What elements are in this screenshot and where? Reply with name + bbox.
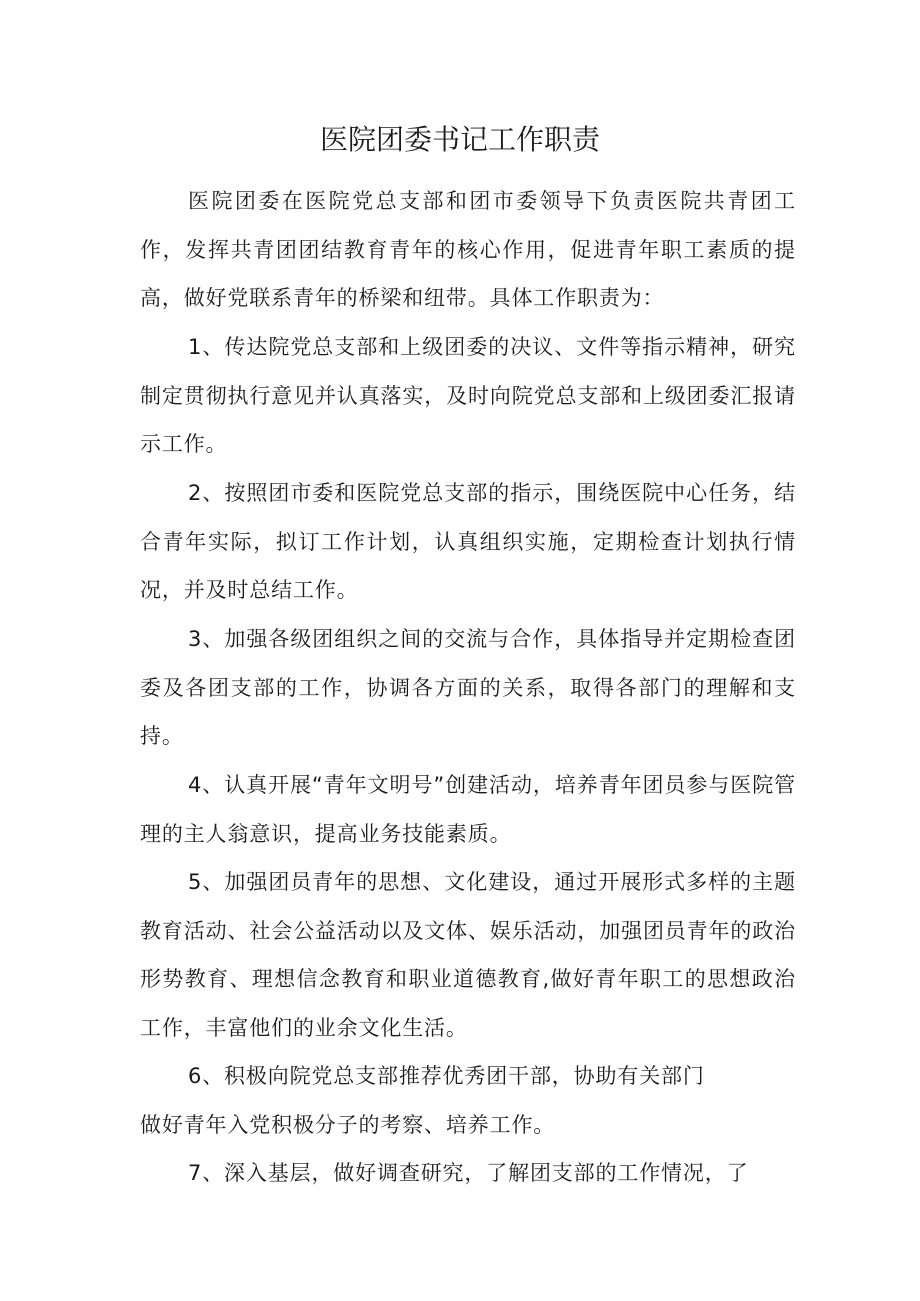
document-title: 医院团委书记工作职责 <box>319 123 600 156</box>
paragraph-intro: 医院团委在医院党总支部和团市委领导下负责医院共青团工作，发挥共青团团结教育青年的核心作用，促进青年职工素质的提高，做好党联系青年的桥梁和纽带。具体工作职责为： <box>140 189 796 310</box>
paragraph-item-6-line-1: 6、积极向院党总支部推荐优秀团干部，协助有关部门 <box>188 1064 705 1088</box>
paragraph-item-5: 5、加强团员青年的思想、文化建设，通过开展形式多样的主题教育活动、社会公益活动以及文体、娱乐活动，加强团员青年的政治形势教育、理想信念教育和职业道德教育,做好青年职工的思想政治工作，丰富他们的业余文化生活。 <box>140 870 796 1040</box>
paragraph-item-2: 2、按照团市委和医院党总支部的指示，围绕医院中心任务，结合青年实际，拟订工作计划，认真组织实施，定期检查计划执行情况，并及时总结工作。 <box>140 481 796 602</box>
document-body <box>140 177 796 1198</box>
paragraph-item-1: 1、传达院党总支部和上级团委的决议、文件等指示精神，研究制定贯彻执行意见并认真落实，及时向院党总支部和上级团委汇报请示工作。 <box>140 335 796 456</box>
paragraph-item-7: 7、深入基层，做好调查研究，了解团支部的工作情况，了 <box>188 1161 749 1185</box>
paragraph-item-3: 3、加强各级团组织之间的交流与合作，具体指导并定期检查团委及各团支部的工作，协调各方面的关系，取得各部门的理解和支持。 <box>140 627 796 748</box>
paragraph-item-4: 4、认真开展“青年文明号”创建活动，培养青年团员参与医院管理的主人翁意识，提高业务技能素质。 <box>140 773 796 846</box>
paragraph-item-6-line-2: 做好青年入党积极分子的考察、培养工作。 <box>140 1112 556 1137</box>
